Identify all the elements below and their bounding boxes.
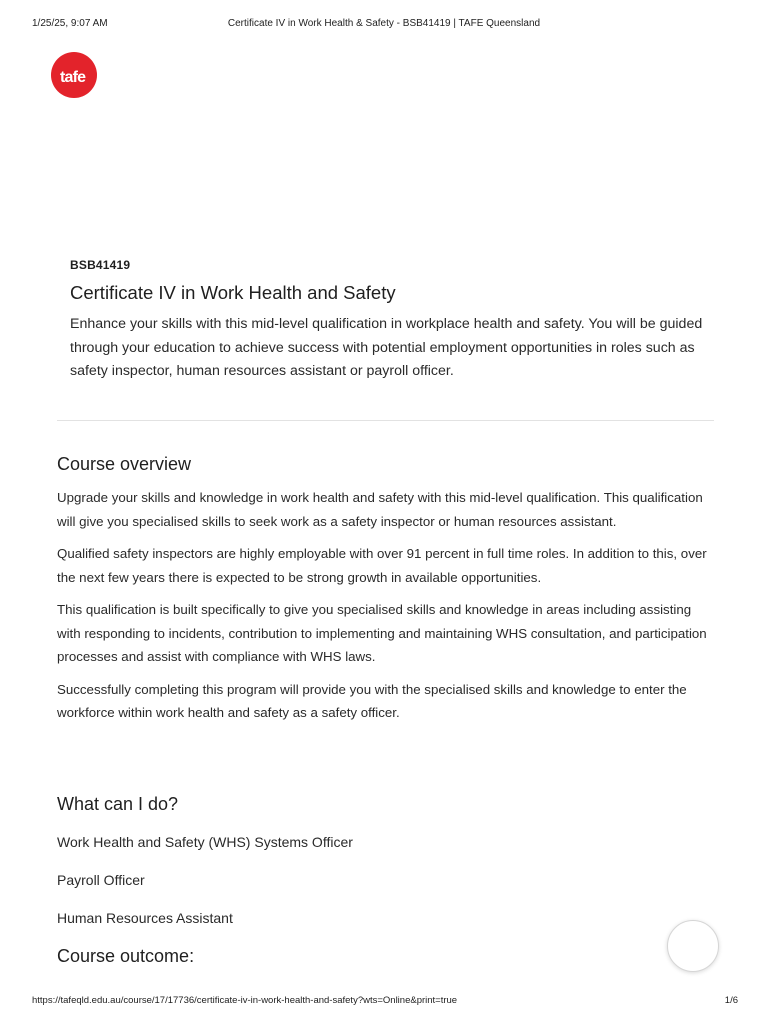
print-page-number: 1/6 <box>724 995 738 1006</box>
overview-paragraph: Upgrade your skills and knowledge in work health and safety with this mid-level qualification. This qualification will give you specialised skills to seek work as a safety inspector or human resources assistant. <box>57 490 703 529</box>
career-role-item: Work Health and Safety (WHS) Systems Officer <box>57 834 353 850</box>
course-code: BSB41419 <box>70 258 131 272</box>
what-can-i-do-heading: What can I do? <box>57 794 179 814</box>
print-document-title: Certificate IV in Work Health & Safety - BSB41419 | TAFE Queensland <box>227 18 541 29</box>
print-datetime: 1/25/25, 9:07 AM <box>32 18 108 29</box>
course-hero <box>70 258 720 384</box>
print-header <box>0 18 768 34</box>
course-overview-heading: Course overview <box>57 454 192 474</box>
section-divider <box>57 420 714 421</box>
career-role-item: Human Resources Assistant <box>57 910 233 926</box>
what-can-i-do-section <box>57 794 717 947</box>
overview-paragraph: Qualified safety inspectors are highly employable with over 91 percent in full time roles. In addition to this, over the next few years there is expected to be strong growth in available opportunities. <box>57 546 707 585</box>
course-outcome-section <box>57 946 457 978</box>
career-role-item: Payroll Officer <box>57 872 145 888</box>
tafe-logo-mark <box>51 52 97 98</box>
tafe-logo-text: tafe <box>60 69 86 86</box>
tafe-logo[interactable] <box>51 52 97 98</box>
course-title: Certificate IV in Work Health and Safety <box>70 282 396 303</box>
course-intro: Enhance your skills with this mid-level qualification in workplace health and safety. You will be guided through your education to achieve success with potential employment opportunities in roles such as safety inspector, human resources assistant or payroll officer. <box>70 316 703 379</box>
overview-paragraph: Successfully completing this program will provide you with the specialised skills and knowledge to enter the workforce within work health and safety as a safety officer. <box>57 681 687 720</box>
course-overview-section <box>57 454 717 734</box>
course-outcome-heading: Course outcome: <box>57 946 195 966</box>
floating-action-button[interactable] <box>667 920 719 972</box>
print-page-url: https://tafeqld.edu.au/course/17/17736/certificate-iv-in-work-health-and-safety?wts=Online&print=true <box>32 995 458 1006</box>
print-footer <box>0 995 768 1009</box>
overview-paragraph: This qualification is built specifically to give you specialised skills and knowledge in areas including assisting with responding to incidents, contribution to implementing and maintaining WHS consultation, and participation processes and assist with compliance with WHS laws. <box>57 602 707 664</box>
